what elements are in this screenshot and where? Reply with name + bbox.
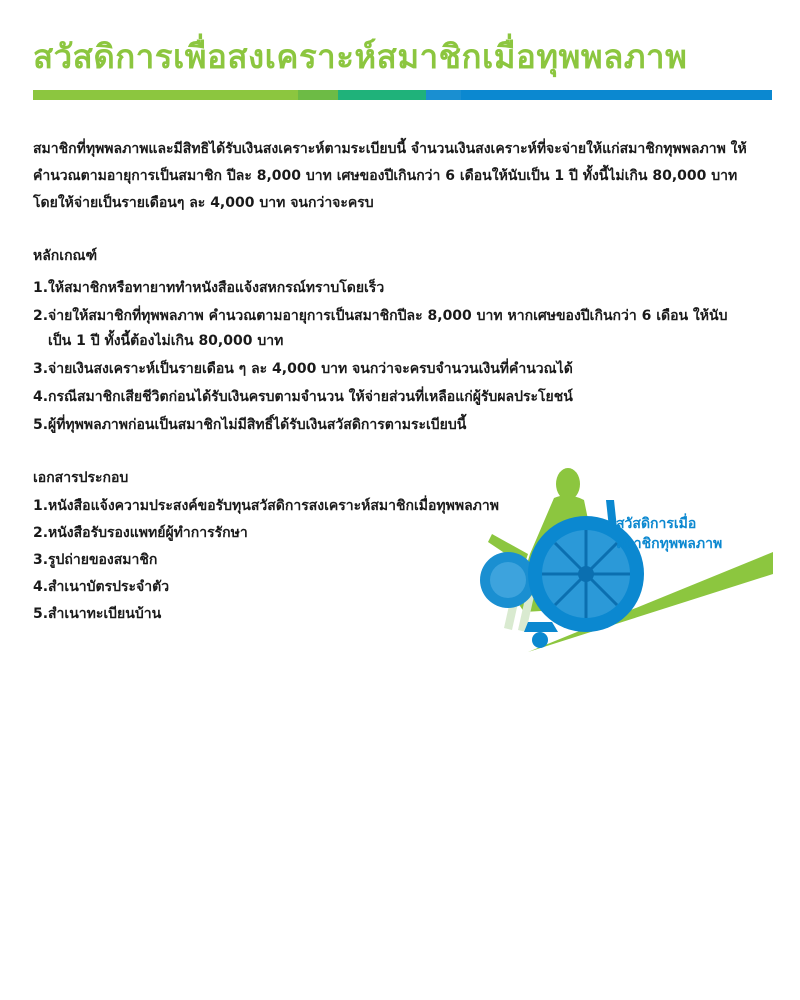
item-text: จ่ายเงินสงเคราะห์เป็นรายเดือน ๆ ละ 4,000 บาท จนกว่าจะครบจำนวนเงินที่คำนวณได้ — [48, 361, 573, 377]
item-text: กรณีสมาชิกเสียชีวิตก่อนได้รับเงินครบตามจำนวน ให้จ่ายส่วนที่เหลือแก่ผู้รับผลประโยชน์ — [48, 389, 573, 405]
item-number: 1. — [33, 280, 49, 296]
footrest — [524, 622, 558, 632]
item-text: สำเนาทะเบียนบ้าน — [48, 606, 162, 622]
bar-segment — [426, 90, 461, 100]
item-text: รูปถ่ายของสมาชิก — [48, 552, 158, 568]
item-number: 2. — [33, 525, 49, 541]
bar-segment — [461, 90, 772, 100]
item-number: 4. — [33, 579, 49, 595]
criteria-item — [33, 357, 733, 382]
item-text: หนังสือรับรองแพทย์ผู้ทำการรักษา — [48, 525, 248, 541]
item-text: ผู้ที่ทุพพลภาพก่อนเป็นสมาชิกไม่มีสิทธิ์ได้รับเงินสวัสดิการตามระเบียบนี้ — [48, 417, 467, 433]
item-text: จ่ายให้สมาชิกที่ทุพพลภาพ คำนวณตามอายุการเป็นสมาชิกปีละ 8,000 บาท หากเศษของปีเกินกว่า 6 เดือน ให้นับเป็น 1 ปี ทั้งนี้ต้องไม่เกิน 80,000 บาท — [48, 308, 728, 349]
criteria-item — [33, 304, 733, 354]
bar-segment — [298, 90, 338, 100]
item-number: 3. — [33, 361, 49, 377]
illustration-label — [616, 514, 722, 554]
caster-wheel — [532, 632, 548, 648]
person-head — [556, 468, 580, 500]
criteria-item — [33, 276, 733, 301]
intro-paragraph: สมาชิกที่ทุพพลภาพและมีสิทธิได้รับเงินสงเคราะห์ตามระเบียบนี้ จำนวนเงินสงเคราะห์ที่จะจ่ายให้แก่สมาชิกทุพพลภาพ ให้คำนวณตามอายุการเป็นสมาชิก ปีละ 8,000 บาท เศษของปีเกินกว่า 6 เดือนให้นับเป็น 1 ปี ทั้งนี้ไม่เกิน 80,000 บาท โดยให้จ่ายเป็นรายเดือนๆ ละ 4,000 บาท จนกว่าจะครบ — [33, 141, 747, 211]
illustration-label-line1: สวัสดิการเมื่อ — [616, 516, 697, 532]
bar-segment — [33, 90, 298, 100]
front-wheel-inner — [490, 562, 526, 598]
item-number: 4. — [33, 389, 49, 405]
bar-segment — [338, 90, 426, 100]
item-number: 5. — [33, 606, 49, 622]
item-number: 2. — [33, 308, 49, 324]
title-underline-bar — [33, 90, 772, 100]
item-text: หนังสือแจ้งความประสงค์ขอรับทุนสวัสดิการสงเคราะห์สมาชิกเมื่อทุพพลภาพ — [48, 498, 500, 514]
wheelchair-illustration — [468, 462, 778, 662]
criteria-item — [33, 413, 733, 438]
illustration-label-line2: สมาชิกทุพพลภาพ — [616, 536, 723, 552]
item-number: 5. — [33, 417, 49, 433]
wheelchair-icon — [468, 462, 778, 662]
item-text: ให้สมาชิกหรือทายาททำหนังสือแจ้งสหกรณ์ทราบโดยเร็ว — [48, 280, 385, 296]
criteria-item — [33, 385, 733, 410]
page-title: สวัสดิการเพื่อสงเคราะห์สมาชิกเมื่อทุพพลภาพ — [33, 37, 688, 76]
item-number: 1. — [33, 498, 49, 514]
criteria-heading: หลักเกณฑ์ — [33, 248, 98, 264]
criteria-list — [33, 276, 733, 441]
wheel-hub — [578, 566, 594, 582]
documents-heading: เอกสารประกอบ — [33, 470, 129, 486]
item-text: สำเนาบัตรประจำตัว — [48, 579, 170, 595]
item-number: 3. — [33, 552, 49, 568]
